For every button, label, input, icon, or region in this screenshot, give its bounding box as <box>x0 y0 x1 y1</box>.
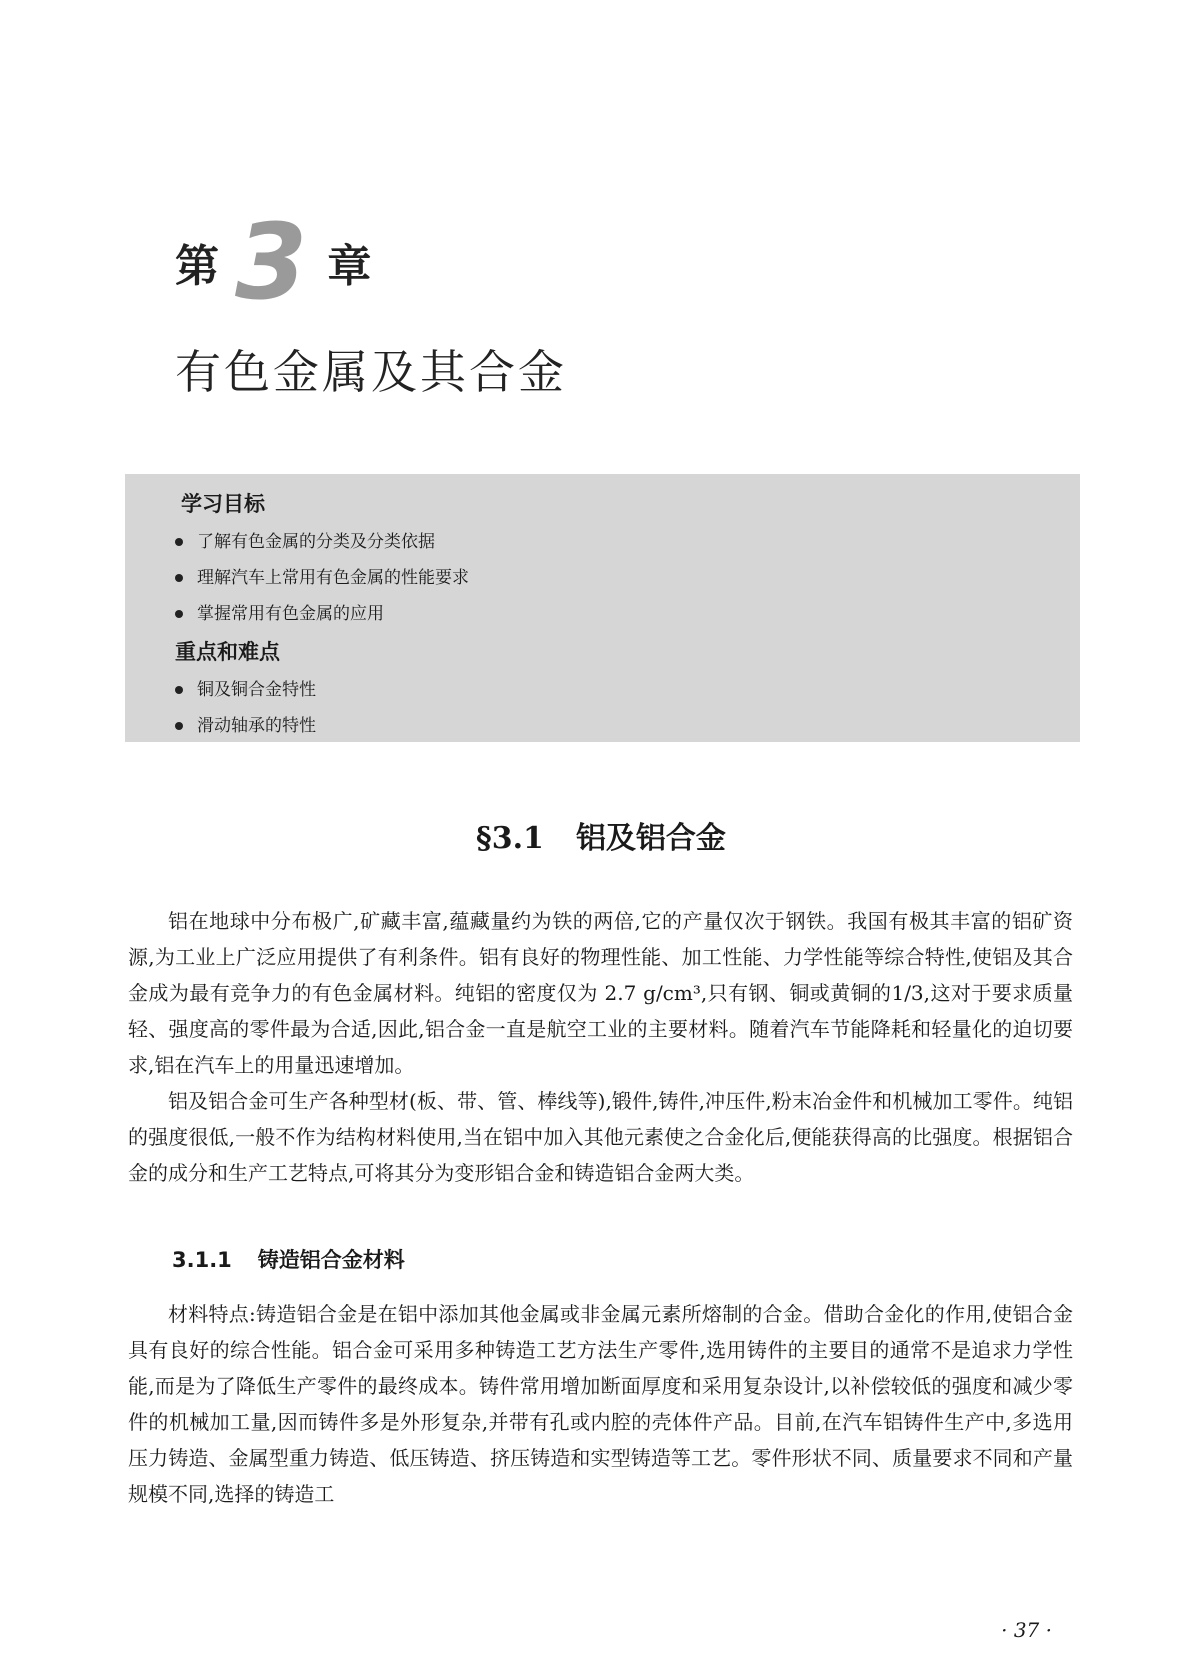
chapter-header <box>175 201 567 402</box>
section-title: 铝及铝合金 <box>575 821 726 856</box>
bullet-icon <box>175 538 183 546</box>
bullet-icon <box>175 610 183 618</box>
chapter-suffix: 章 <box>327 241 372 292</box>
objectives-list <box>175 524 1080 632</box>
list-item-text: 掌握常用有色金属的应用 <box>197 604 384 624</box>
list-item-text: 了解有色金属的分类及分类依据 <box>197 532 435 552</box>
body-paragraph-1 <box>128 903 1073 1083</box>
list-item <box>175 596 1080 632</box>
paragraph-text: 铝及铝合金可生产各种型材(板、带、管、棒线等),锻件,铸件,冲压件,粉末冶金件和机械加工零件。纯铝的强度很低,一般不作为结构材料使用,当在铝中加入其他元素使之合金化后,便能获得高的比强度。根据铝合金的成分和生产工艺特点,可将其分为变形铝合金和铸造铝合金两大类。 <box>128 1089 1073 1185</box>
list-item <box>175 672 1080 708</box>
bullet-icon <box>175 722 183 730</box>
subsection-title: 铸造铝合金材料 <box>257 1248 405 1272</box>
paragraph-text: 铝在地球中分布极广,矿藏丰富,蕴藏量约为铁的两倍,它的产量仅次于钢铁。我国有极其丰富的铝矿资源,为工业上广泛应用提供了有利条件。铝有良好的物理性能、加工性能、力学性能等综合特性,使铝及其合金成为最有竞争力的有色金属材料。纯铝的密度仅为 2.7 g/cm³,只有钢、铜或黄铜的1/3,这对于要求质量轻、强度高的零件最为合适,因此,铝合金一直是航空工业的主要材料。随着汽车节能降耗和轻量化的迫切要求,铝在汽车上的用量迅速增加。 <box>128 909 1073 1077</box>
key-points-list <box>175 672 1080 744</box>
list-item <box>175 708 1080 744</box>
section-heading <box>0 813 1202 857</box>
page-number: · 37 · <box>1001 1618 1052 1642</box>
learning-objectives-box <box>125 474 1080 742</box>
list-item-text: 铜及铜合金特性 <box>197 680 316 700</box>
chapter-prefix: 第 <box>175 241 219 292</box>
list-item <box>175 560 1080 596</box>
paragraph-text: 材料特点:铸造铝合金是在铝中添加其他金属或非金属元素所熔制的合金。借助合金化的作用,使铝合金具有良好的综合性能。铝合金可采用多种铸造工艺方法生产零件,选用铸件的主要目的通常不是追求力学性能,而是为了降低生产零件的最终成本。铸件常用增加断面厚度和采用复杂设计,以补偿较低的强度和减少零件的机械加工量,因而铸件多是外形复杂,并带有孔或内腔的壳体件产品。目前,在汽车铝铸件生产中,多选用压力铸造、金属型重力铸造、低压铸造、挤压铸造和实型铸造等工艺。零件形状不同、质量要求不同和产量规模不同,选择的铸造工 <box>128 1302 1073 1506</box>
body-paragraph-2 <box>128 1083 1073 1191</box>
chapter-title: 有色金属及其合金 <box>175 345 567 399</box>
chapter-number: 3 <box>235 201 308 323</box>
list-item-text: 理解汽车上常用有色金属的性能要求 <box>197 568 469 588</box>
section-number: §3.1 <box>476 821 544 856</box>
objectives-heading: 学习目标 <box>181 492 265 516</box>
list-item-text: 滑动轴承的特性 <box>197 716 316 736</box>
chapter-number-line <box>175 201 567 323</box>
list-item <box>175 524 1080 560</box>
body-paragraph-3 <box>128 1296 1073 1512</box>
subsection-heading <box>172 1244 405 1274</box>
key-points-heading: 重点和难点 <box>175 640 280 664</box>
bullet-icon <box>175 574 183 582</box>
subsection-number: 3.1.1 <box>172 1248 232 1272</box>
bullet-icon <box>175 686 183 694</box>
